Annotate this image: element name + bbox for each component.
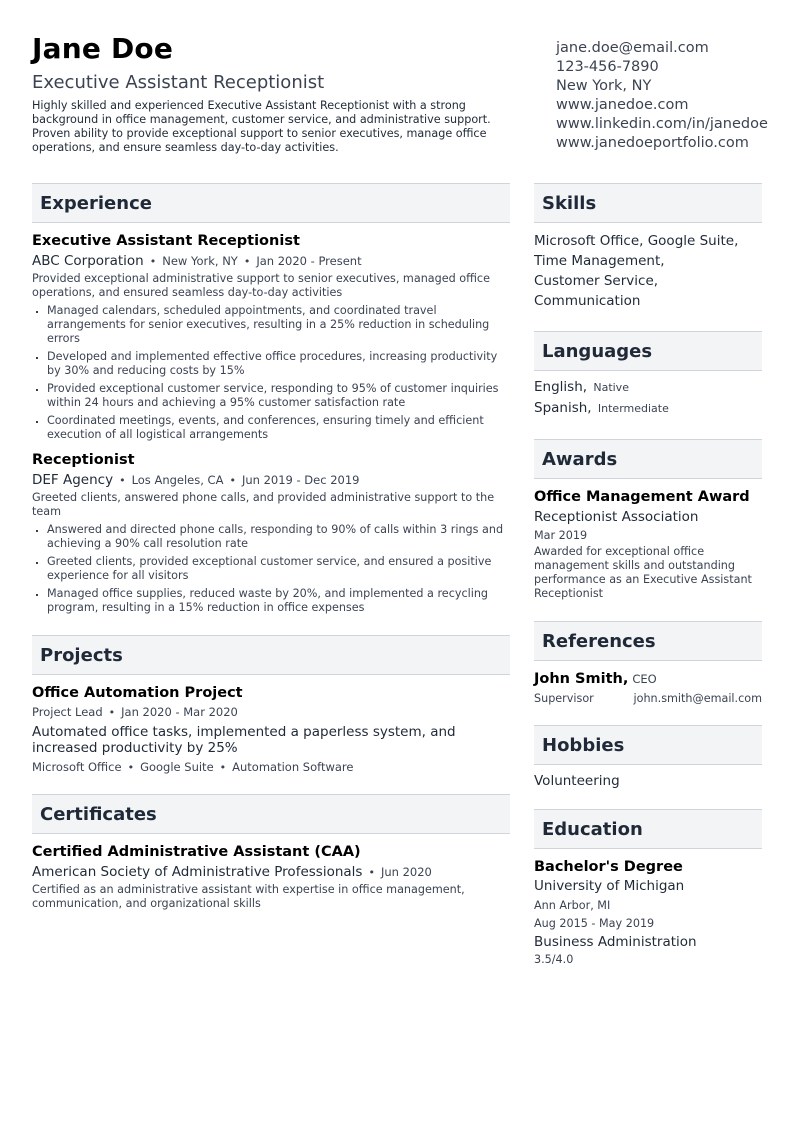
experience-item — [32, 452, 510, 615]
skill-line: Time Management, — [534, 253, 665, 269]
education-gpa: 3.5/4.0 — [534, 953, 574, 966]
skill-line: Customer Service, — [534, 273, 659, 289]
reference-name: John Smith, — [534, 671, 629, 687]
education-school: University of Michigan — [534, 878, 685, 894]
project-keyword: Automation Software — [232, 760, 354, 774]
job-bullet: • Answered and directed phone calls, responding to 90% of calls within 3 rings and achieving a 90% call resolution rate — [47, 523, 510, 551]
certificates-heading: Certificates — [32, 794, 510, 834]
job-company: DEF Agency — [32, 472, 114, 488]
left-column — [32, 183, 510, 911]
reference-details — [534, 692, 762, 705]
contact-email[interactable]: jane.doe@email.com — [556, 40, 709, 56]
summary: Highly skilled and experienced Executive Assistant Receptionist with a strong background in office management, customer service, and administrative support. Proven ability to provide exceptional support to senior executives, manage office operations, and ensure seamless day-to-day activities. — [32, 99, 491, 154]
job-dates: Jan 2020 - Present — [256, 254, 362, 268]
language-name: Spanish, — [534, 400, 592, 416]
job-bullet: • Managed office supplies, reduced waste by 20%, and implemented a recycling program, resulting in a 15% reduction in office expenses — [47, 587, 510, 615]
project-keyword: Microsoft Office — [32, 760, 122, 774]
hobbies-heading: Hobbies — [534, 725, 762, 765]
language-level: Native — [593, 381, 629, 394]
contact-linkedin[interactable]: www.linkedin.com/in/janedoe — [556, 116, 768, 132]
reference-title: CEO — [632, 672, 657, 686]
languages-list — [534, 377, 762, 419]
job-bullet: • Developed and implemented effective office procedures, increasing productivity by 30% and reducing costs by 15% — [47, 350, 510, 378]
job-description: Greeted clients, answered phone calls, and provided administrative support to the team — [32, 491, 495, 518]
project-description: Automated office tasks, implemented a paperless system, and increased productivity by 25% — [32, 724, 456, 756]
language-level: Intermediate — [597, 402, 669, 415]
hobby-item: Volunteering — [534, 773, 620, 789]
project-keyword: Google Suite — [140, 760, 214, 774]
award-title: Office Management Award — [534, 489, 750, 505]
education-item — [534, 859, 762, 966]
skills-list — [534, 231, 762, 311]
awards-heading: Awards — [534, 439, 762, 479]
job-bullet: • Greeted clients, provided exceptional customer service, and ensured a positive experience for all visitors — [47, 555, 510, 583]
job-bullet: • Provided exceptional customer service, responding to 95% of customer inquiries within 24 hours and achieving a 95% customer satisfaction rate — [47, 382, 510, 410]
job-location: New York, NY — [162, 254, 238, 268]
contact-portfolio[interactable]: www.janedoeportfolio.com — [556, 135, 749, 151]
right-column — [534, 183, 762, 966]
education-dates: Aug 2015 - May 2019 — [534, 917, 655, 930]
education-degree: Bachelor's Degree — [534, 859, 683, 875]
skills-heading: Skills — [534, 183, 762, 223]
job-meta: ABC Corporation • New York, NY • Jan 2020 - Present — [32, 253, 362, 269]
language-name: English, — [534, 379, 588, 395]
project-role: Project Lead — [32, 705, 103, 719]
project-keywords: Microsoft Office • Google Suite • Automation Software — [32, 760, 354, 774]
education-heading: Education — [534, 809, 762, 849]
job-bullets — [32, 523, 510, 615]
job-title: Executive Assistant Receptionist — [32, 233, 300, 249]
projects-heading: Projects — [32, 635, 510, 675]
job-title: Receptionist — [32, 452, 135, 468]
certificate-description: Certified as an administrative assistant with expertise in office management, communication, and organizational skills — [32, 883, 465, 910]
award-date: Mar 2019 — [534, 529, 588, 542]
reference-item — [534, 671, 762, 705]
certificate-date: Jun 2020 — [380, 865, 432, 879]
skill-line: Microsoft Office, Google Suite, — [534, 233, 739, 249]
reference-email[interactable]: john.smith@email.com — [633, 692, 762, 705]
job-bullet: • Managed calendars, scheduled appointments, and coordinated travel arrangements for senior executives, resulting in a 25% reduction in scheduling errors — [47, 304, 510, 346]
certificate-title: Certified Administrative Assistant (CAA) — [32, 844, 361, 860]
certificate-issuer: American Society of Administrative Professionals — [32, 864, 363, 880]
skill-line: Communication — [534, 293, 641, 309]
job-dates: Jun 2019 - Dec 2019 — [241, 473, 360, 487]
certificate-item — [32, 844, 510, 911]
contact-website[interactable]: www.janedoe.com — [556, 97, 689, 113]
education-field: Business Administration — [534, 934, 697, 950]
reference-name-line — [534, 671, 762, 687]
project-dates: Jan 2020 - Mar 2020 — [121, 705, 238, 719]
contact-phone: 123-456-7890 — [556, 59, 659, 75]
project-title: Office Automation Project — [32, 685, 243, 701]
experience-item — [32, 233, 510, 442]
language-item — [534, 377, 762, 398]
job-location: Los Angeles, CA — [131, 473, 224, 487]
job-company: ABC Corporation — [32, 253, 144, 269]
experience-heading: Experience — [32, 183, 510, 223]
job-meta: DEF Agency • Los Angeles, CA • Jun 2019 - Dec 2019 — [32, 472, 360, 488]
candidate-name: Jane Doe — [32, 32, 174, 65]
project-item — [32, 685, 510, 774]
job-bullet: • Coordinated meetings, events, and conferences, ensuring timely and efficient execution of all logistical arrangements — [47, 414, 510, 442]
award-description: Awarded for exceptional office management skills and outstanding performance as an Executive Assistant Receptionist — [534, 545, 752, 600]
candidate-role: Executive Assistant Receptionist — [32, 72, 325, 93]
languages-heading: Languages — [534, 331, 762, 371]
award-item — [534, 489, 762, 601]
job-bullets — [32, 304, 510, 442]
contact-list — [534, 39, 768, 153]
language-item — [534, 398, 762, 419]
certificate-meta: American Society of Administrative Professionals • Jun 2020 — [32, 864, 432, 880]
references-heading: References — [534, 621, 762, 661]
project-meta: Project Lead • Jan 2020 - Mar 2020 — [32, 705, 238, 719]
education-location: Ann Arbor, MI — [534, 899, 611, 912]
contact-location: New York, NY — [556, 78, 652, 94]
job-description: Provided exceptional administrative support to senior executives, managed office operations, and ensured seamless day-to-day activities — [32, 272, 490, 299]
reference-relation: Supervisor — [534, 692, 594, 705]
award-org: Receptionist Association — [534, 509, 699, 525]
